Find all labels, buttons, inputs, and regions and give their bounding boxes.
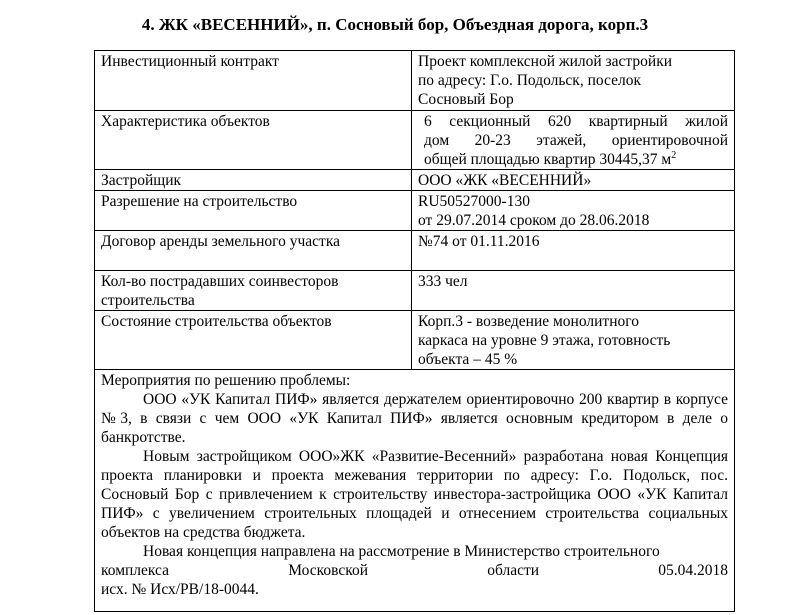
table-row	[95, 311, 735, 370]
row-label	[95, 170, 412, 191]
row-label-text: Состояние строительства объектов	[101, 313, 332, 330]
measures-text: Новая концепция направлена на рассмотрение в Министерство строительного	[143, 543, 660, 560]
value-line: дом 20-23 этажей, ориентировочной	[424, 132, 728, 149]
row-value	[412, 311, 735, 370]
row-label	[95, 191, 412, 231]
value-line-text: общей площадью квартир 30445,37 м	[424, 151, 672, 168]
row-value	[412, 271, 735, 311]
row-label-text: Кол-во пострадавших соинвесторов	[101, 273, 339, 290]
measures-last-line-1	[101, 542, 728, 561]
row-label-text: Инвестиционный контракт	[101, 53, 279, 70]
value-line: объекта – 45 %	[418, 351, 518, 368]
value-line: Сосновый Бор	[418, 91, 514, 108]
measures-word: 05.04.2018	[658, 562, 728, 579]
value-line: по адресу: Г.о. Подольск, поселок	[418, 72, 641, 89]
row-label-text: Договор аренды земельного участка	[101, 233, 341, 250]
value-line: №74 от 01.11.2016	[418, 233, 540, 250]
value-line: Корп.3 - возведение монолитного	[418, 313, 639, 330]
value-line	[424, 150, 728, 169]
value-line: 333 чел	[418, 273, 468, 290]
superscript: 2	[671, 149, 677, 161]
value-line: от 29.07.2014 сроком до 28.06.2018	[418, 212, 650, 229]
table-row	[95, 370, 735, 612]
value-line: RU50527000-130	[418, 193, 530, 210]
row-label	[95, 111, 412, 170]
table-row	[95, 271, 735, 311]
row-label	[95, 51, 412, 111]
measures-last-line-3: исх. № Исх/РВ/18-0044.	[101, 581, 259, 598]
value-line: 6 секционный 620 квартирный жилой	[424, 113, 728, 130]
table-row	[95, 191, 735, 231]
row-value	[412, 170, 735, 191]
row-label	[95, 231, 412, 271]
table-row	[95, 231, 735, 271]
row-label	[95, 311, 412, 370]
page-title: 4. ЖК «ВЕСЕННИЙ», п. Сосновый бор, Объездная дорога, корп.3	[141, 15, 649, 34]
value-line: Проект комплексной жилой застройки	[418, 53, 673, 70]
row-label	[95, 271, 412, 311]
measures-last-line-2	[101, 561, 728, 580]
row-label-text: Разрешение на строительство	[101, 193, 298, 210]
row-value	[412, 191, 735, 231]
row-label-text: строительства	[101, 292, 195, 309]
measures-paragraph: ООО «УК Капитал ПИФ» является держателем ориентировочно 200 квартир в корпусе №3, в связи с чем ООО «УК Капитал ПИФ» является основным кредитором в деле о банкротстве.	[101, 391, 728, 446]
info-table	[94, 50, 735, 612]
measures-word: комплекса	[101, 562, 170, 579]
row-label-text: Характеристика объектов	[101, 113, 270, 130]
row-value	[412, 111, 735, 170]
measures-paragraph: Новым застройщиком ООО»ЖК «Развитие-Весенний» разработана новая Концепция проекта планировки и проекта межевания территории по адресу: Г.о. Подольск, пос. Сосновый Бор с привлечением к строительству инвестора-застройщика ООО «УК Капитал ПИФ» с увеличением строительных площадей и отнесением строительства социальных объектов на средства бюджета.	[101, 448, 728, 541]
table-row	[95, 51, 735, 111]
measures-heading: Мероприятия по решению проблемы:	[101, 372, 351, 389]
row-label-text: Застройщик	[101, 172, 182, 189]
measures-cell	[95, 370, 735, 612]
measures-word: области	[487, 562, 540, 579]
value-line: ООО «ЖК «ВЕСЕННИЙ»	[418, 172, 592, 189]
value-line: каркаса на уровне 9 этажа, готовность	[418, 332, 671, 349]
table-row	[95, 111, 735, 170]
measures-word: Московской	[288, 562, 369, 579]
row-value	[412, 231, 735, 271]
table-row	[95, 170, 735, 191]
row-value	[412, 51, 735, 111]
